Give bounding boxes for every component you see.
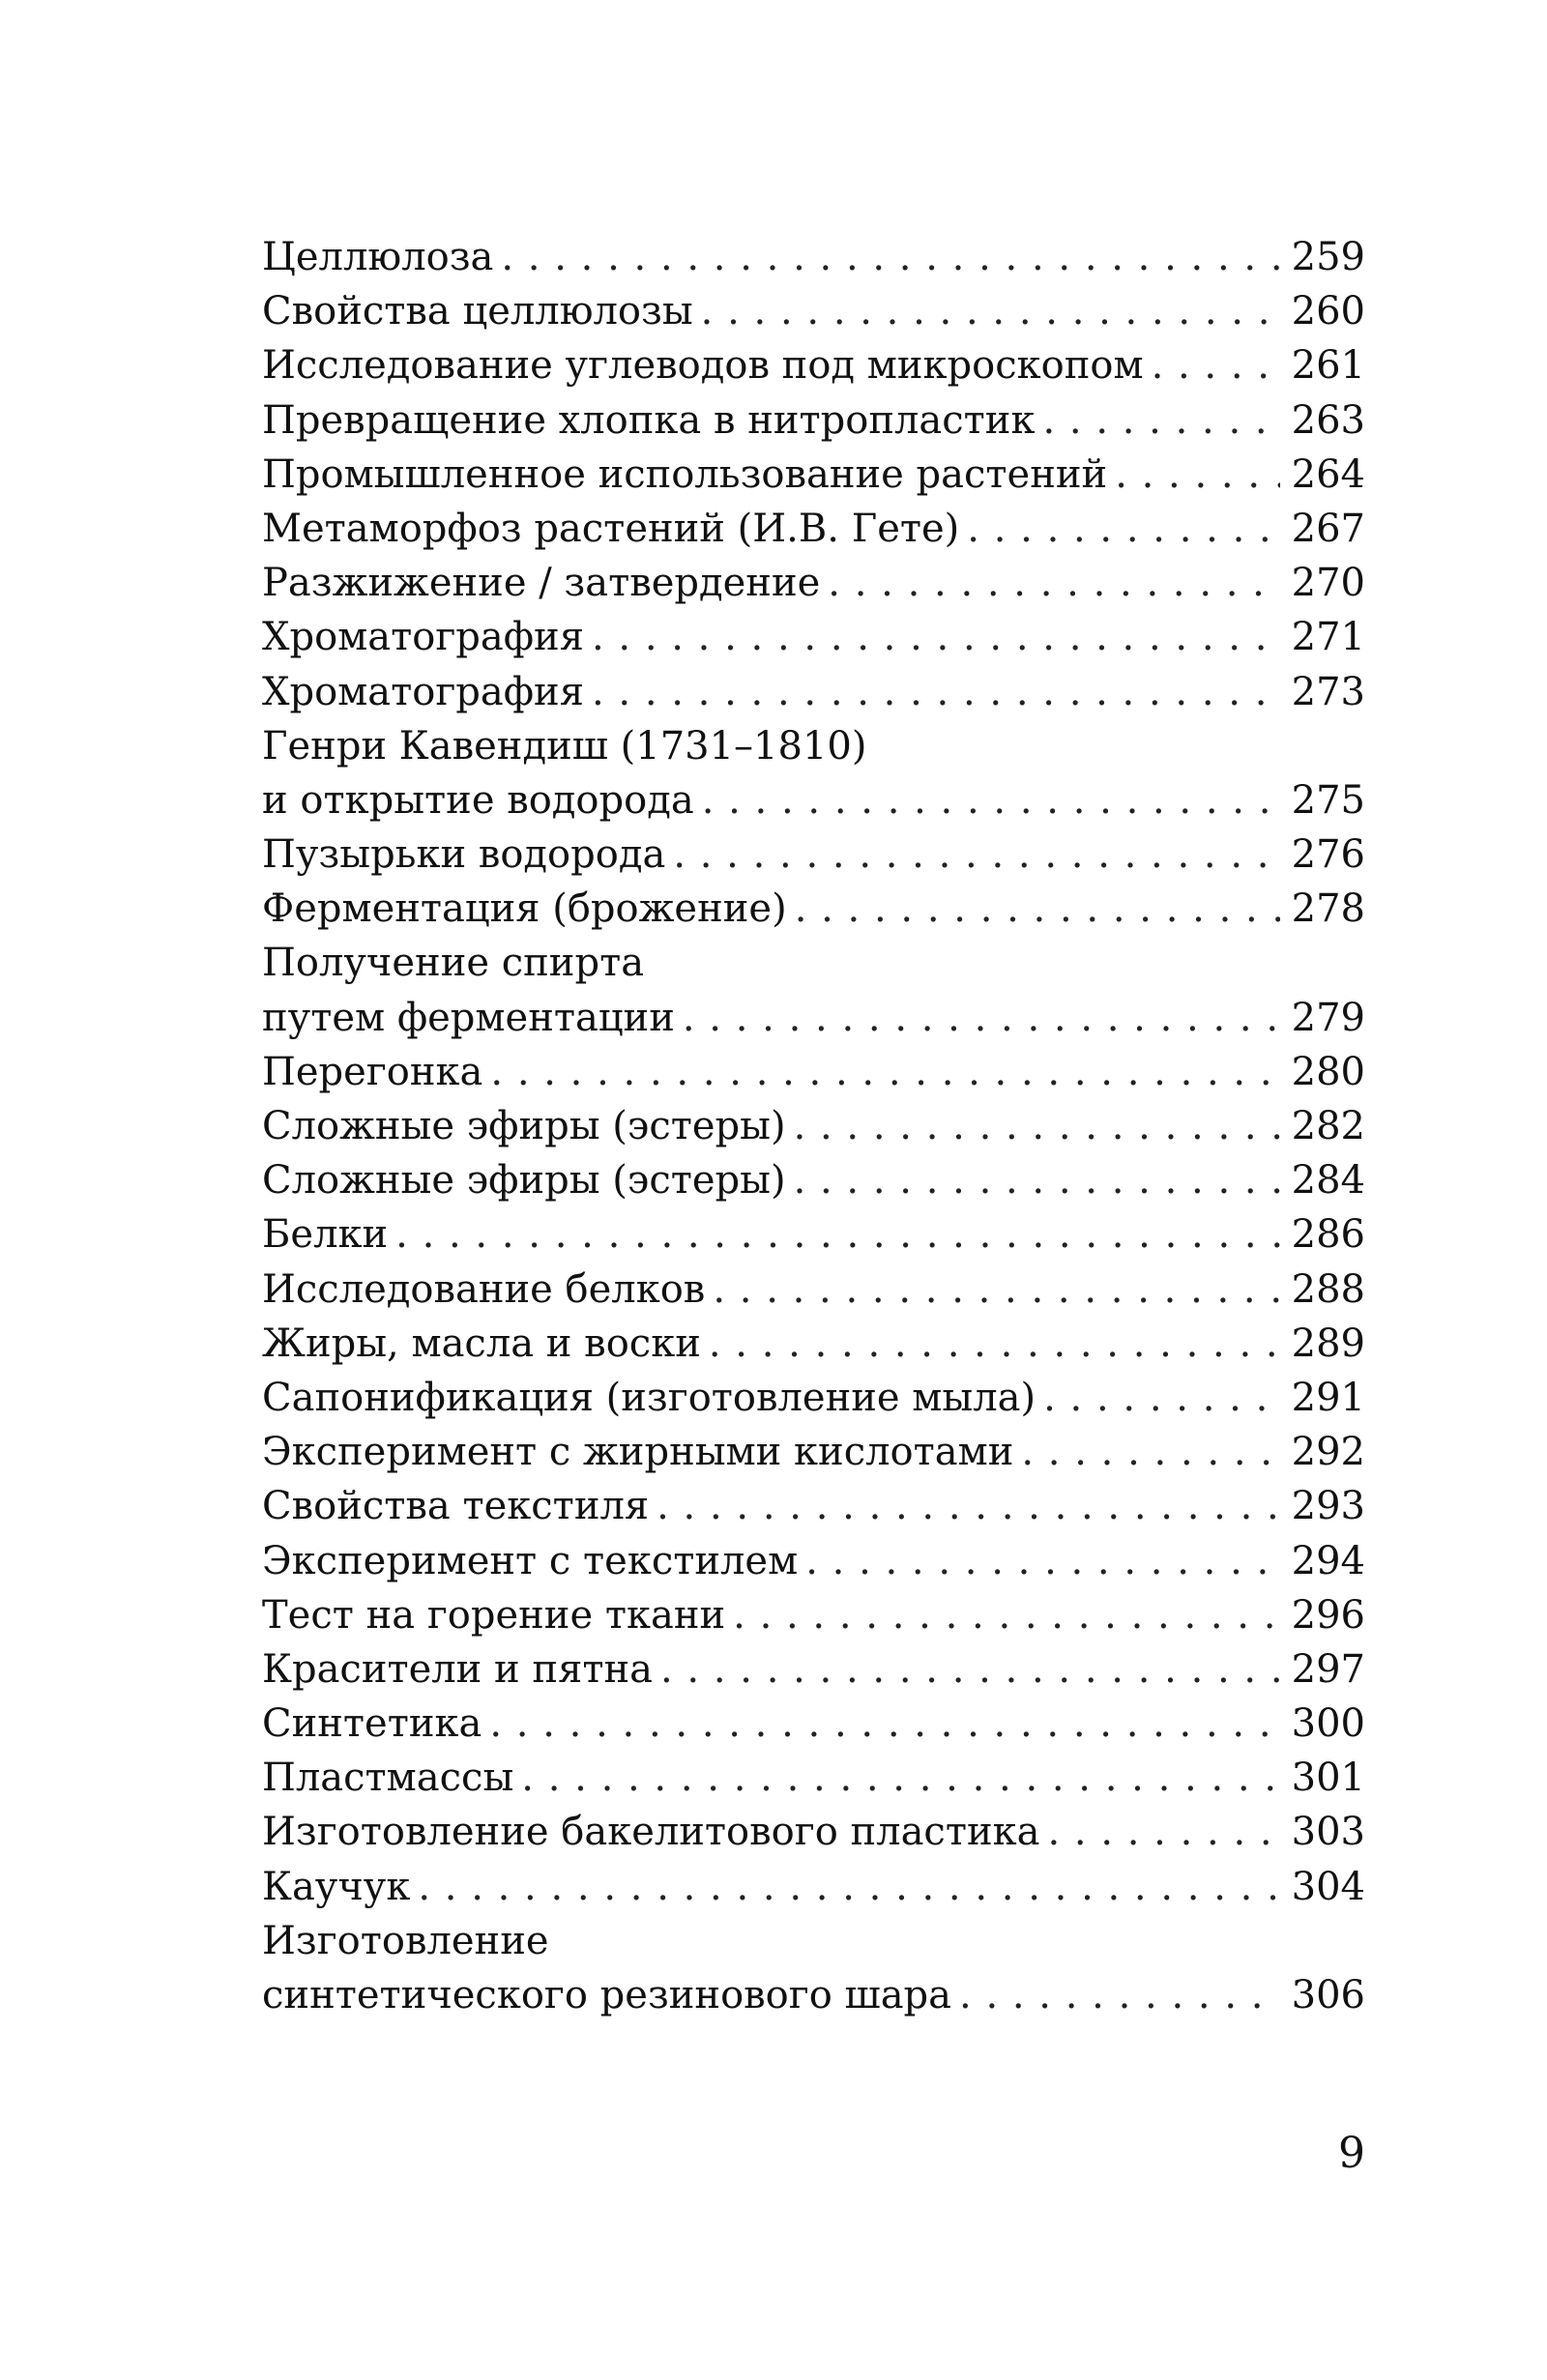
toc-entry-page: 273 xyxy=(1291,669,1365,714)
toc-entry xyxy=(262,338,1365,392)
toc-entry-page: 278 xyxy=(1291,886,1365,932)
toc-entry xyxy=(262,1697,1365,1751)
toc-entry-line xyxy=(262,338,1365,392)
toc-entry xyxy=(262,1317,1365,1371)
toc-entry xyxy=(262,1263,1365,1317)
dot-leader xyxy=(489,1697,1280,1751)
dot-leader xyxy=(1152,338,1280,392)
toc-entry-title: Пузырьки водорода xyxy=(262,832,666,878)
dot-leader xyxy=(673,827,1280,882)
toc-entry-line xyxy=(262,991,1365,1045)
toc-entry-title: Сапонификация (изготовление мыла) xyxy=(262,1375,1036,1420)
table-of-contents xyxy=(262,230,1365,2022)
toc-entry-line xyxy=(262,1207,1365,1262)
toc-entry-page: 306 xyxy=(1291,1973,1365,2017)
dot-leader xyxy=(490,1045,1280,1099)
toc-entry xyxy=(262,230,1365,284)
toc-entry-line xyxy=(262,1914,1365,1968)
toc-entry-line xyxy=(262,1153,1365,1207)
toc-entry-page: 260 xyxy=(1291,289,1365,334)
toc-entry xyxy=(262,1588,1365,1642)
toc-entry-title: Каучук xyxy=(262,1864,411,1909)
toc-entry-line xyxy=(262,773,1365,827)
toc-entry xyxy=(262,665,1365,719)
toc-entry-title: Хроматография xyxy=(262,669,584,714)
toc-entry-line xyxy=(262,1425,1365,1479)
toc-entry xyxy=(262,936,1365,1044)
toc-entry-line xyxy=(262,1697,1365,1751)
toc-entry-title: Целлюлоза xyxy=(262,235,494,279)
dot-leader xyxy=(592,610,1280,664)
toc-entry xyxy=(262,556,1365,610)
toc-entry-page: 288 xyxy=(1291,1266,1365,1312)
toc-entry-line xyxy=(262,1860,1365,1914)
toc-entry-title: и открытие водорода xyxy=(262,777,694,823)
toc-entry-title: Белки xyxy=(262,1212,389,1258)
dot-leader xyxy=(521,1751,1280,1805)
toc-entry-line xyxy=(262,1588,1365,1642)
toc-entry xyxy=(262,719,1365,827)
toc-entry xyxy=(262,1751,1365,1805)
toc-entry-title: Синтетика xyxy=(262,1701,482,1747)
toc-entry-title: Свойства текстиля xyxy=(262,1484,650,1529)
toc-entry-page: 259 xyxy=(1291,235,1365,279)
toc-entry-line xyxy=(262,1968,1365,2022)
dot-leader xyxy=(1047,1805,1280,1859)
toc-entry xyxy=(262,610,1365,664)
toc-entry xyxy=(262,882,1365,936)
toc-entry-line xyxy=(262,1534,1365,1588)
toc-entry-title: Промышленное использование растений xyxy=(262,451,1108,497)
toc-entry-line xyxy=(262,1805,1365,1859)
toc-entry-page: 292 xyxy=(1291,1430,1365,1475)
toc-entry-page: 300 xyxy=(1291,1701,1365,1747)
dot-leader xyxy=(709,1317,1280,1371)
toc-entry-title: Сложные эфиры (эстеры) xyxy=(262,1104,786,1148)
toc-entry-title: Эксперимент с текстилем xyxy=(262,1538,799,1583)
toc-entry-title: Метаморфоз растений (И.В. Гете) xyxy=(262,506,960,551)
dot-leader xyxy=(592,665,1280,719)
toc-entry-page: 270 xyxy=(1291,561,1365,606)
dot-leader xyxy=(395,1207,1280,1262)
toc-entry-title: Пластмассы xyxy=(262,1756,514,1801)
toc-entry-page: 263 xyxy=(1291,397,1365,443)
toc-entry-page: 271 xyxy=(1291,615,1365,660)
toc-entry-line xyxy=(262,719,1365,773)
toc-entry-page: 282 xyxy=(1291,1104,1365,1148)
toc-entry-title: Получение спирта xyxy=(262,941,645,986)
toc-entry-page: 303 xyxy=(1291,1810,1365,1855)
toc-entry-page: 280 xyxy=(1291,1049,1365,1094)
toc-entry-title: Превращение хлопка в нитропластик xyxy=(262,397,1036,443)
toc-entry-title: Жиры, масла и воски xyxy=(262,1321,701,1366)
page-number: 9 xyxy=(1338,2129,1365,2178)
toc-entry-line xyxy=(262,393,1365,448)
toc-entry-page: 296 xyxy=(1291,1592,1365,1638)
toc-entry xyxy=(262,1425,1365,1479)
toc-entry-title: Хроматография xyxy=(262,615,584,660)
toc-entry-line xyxy=(262,230,1365,284)
toc-entry-title: Разжижение / затвердение xyxy=(262,561,821,606)
toc-entry-title: Тест на горение ткани xyxy=(262,1592,726,1638)
toc-entry xyxy=(262,1099,1365,1153)
toc-entry-title: путем ферментации xyxy=(262,995,675,1040)
dot-leader xyxy=(657,1479,1280,1533)
toc-entry-title: Исследование белков xyxy=(262,1266,706,1312)
toc-entry xyxy=(262,1479,1365,1533)
toc-entry-title: Изготовление xyxy=(262,1918,549,1963)
dot-leader xyxy=(959,1968,1280,2022)
dot-leader xyxy=(660,1642,1280,1697)
toc-entry-line xyxy=(262,1751,1365,1805)
toc-entry-line xyxy=(262,827,1365,882)
dot-leader xyxy=(795,882,1280,936)
toc-entry xyxy=(262,1534,1365,1588)
toc-entry xyxy=(262,448,1365,502)
toc-entry xyxy=(262,393,1365,448)
dot-leader xyxy=(713,1263,1280,1317)
toc-entry-line xyxy=(262,1317,1365,1371)
toc-entry-page: 301 xyxy=(1291,1756,1365,1801)
dot-leader xyxy=(418,1860,1280,1914)
toc-entry-page: 261 xyxy=(1291,343,1365,389)
toc-entry-line xyxy=(262,1099,1365,1153)
toc-entry-page: 304 xyxy=(1291,1864,1365,1909)
toc-entry xyxy=(262,1860,1365,1914)
dot-leader xyxy=(794,1099,1280,1153)
toc-entry-page: 291 xyxy=(1291,1375,1365,1420)
toc-entry xyxy=(262,1642,1365,1697)
dot-leader xyxy=(1115,448,1280,502)
toc-entry-page: 284 xyxy=(1291,1158,1365,1204)
toc-entry-page: 276 xyxy=(1291,832,1365,878)
dot-leader xyxy=(702,773,1280,827)
toc-entry xyxy=(262,827,1365,882)
toc-entry-line xyxy=(262,610,1365,664)
toc-entry-page: 294 xyxy=(1291,1538,1365,1583)
toc-entry-title: синтетического резинового шара xyxy=(262,1973,952,2017)
toc-entry-line xyxy=(262,665,1365,719)
toc-entry-title: Свойства целлюлозы xyxy=(262,289,693,334)
toc-entry-line xyxy=(262,882,1365,936)
toc-entry-title: Изготовление бакелитового пластика xyxy=(262,1810,1040,1855)
toc-entry-line xyxy=(262,502,1365,556)
dot-leader xyxy=(733,1588,1280,1642)
toc-entry-title: Генри Кавендиш (1731–1810) xyxy=(262,723,867,769)
toc-entry-page: 297 xyxy=(1291,1646,1365,1692)
toc-entry xyxy=(262,1371,1365,1425)
dot-leader xyxy=(1042,393,1280,448)
toc-entry xyxy=(262,1153,1365,1207)
toc-entry-title: Перегонка xyxy=(262,1049,483,1094)
dot-leader xyxy=(501,230,1280,284)
toc-entry xyxy=(262,284,1365,338)
toc-entry-title: Сложные эфиры (эстеры) xyxy=(262,1158,786,1204)
toc-entry-page: 293 xyxy=(1291,1484,1365,1529)
toc-entry xyxy=(262,1805,1365,1859)
toc-entry-page: 289 xyxy=(1291,1321,1365,1366)
dot-leader xyxy=(1043,1371,1280,1425)
toc-entry-page: 286 xyxy=(1291,1212,1365,1258)
dot-leader xyxy=(828,556,1280,610)
toc-entry-line xyxy=(262,1371,1365,1425)
toc-entry-line xyxy=(262,1642,1365,1697)
toc-entry-title: Ферментация (брожение) xyxy=(262,886,787,932)
toc-entry-line xyxy=(262,1479,1365,1533)
toc-entry xyxy=(262,1207,1365,1262)
toc-entry xyxy=(262,502,1365,556)
dot-leader xyxy=(683,991,1280,1045)
toc-entry-page: 275 xyxy=(1291,777,1365,823)
toc-entry-line xyxy=(262,1263,1365,1317)
dot-leader xyxy=(794,1153,1280,1207)
toc-entry-page: 267 xyxy=(1291,506,1365,551)
toc-entry-page: 279 xyxy=(1291,995,1365,1040)
toc-entry-line xyxy=(262,284,1365,338)
toc-entry xyxy=(262,1914,1365,2022)
toc-entry-line xyxy=(262,556,1365,610)
toc-entry-line xyxy=(262,936,1365,990)
toc-entry-line xyxy=(262,448,1365,502)
toc-entry-line xyxy=(262,1045,1365,1099)
toc-entry-title: Эксперимент с жирными кислотами xyxy=(262,1430,1014,1475)
toc-entry-page: 264 xyxy=(1291,451,1365,497)
dot-leader xyxy=(967,502,1280,556)
dot-leader xyxy=(1021,1425,1280,1479)
toc-entry xyxy=(262,1045,1365,1099)
dot-leader xyxy=(805,1534,1280,1588)
dot-leader xyxy=(701,284,1280,338)
toc-entry-title: Исследование углеводов под микроскопом xyxy=(262,343,1144,389)
toc-entry-title: Красители и пятна xyxy=(262,1646,653,1692)
